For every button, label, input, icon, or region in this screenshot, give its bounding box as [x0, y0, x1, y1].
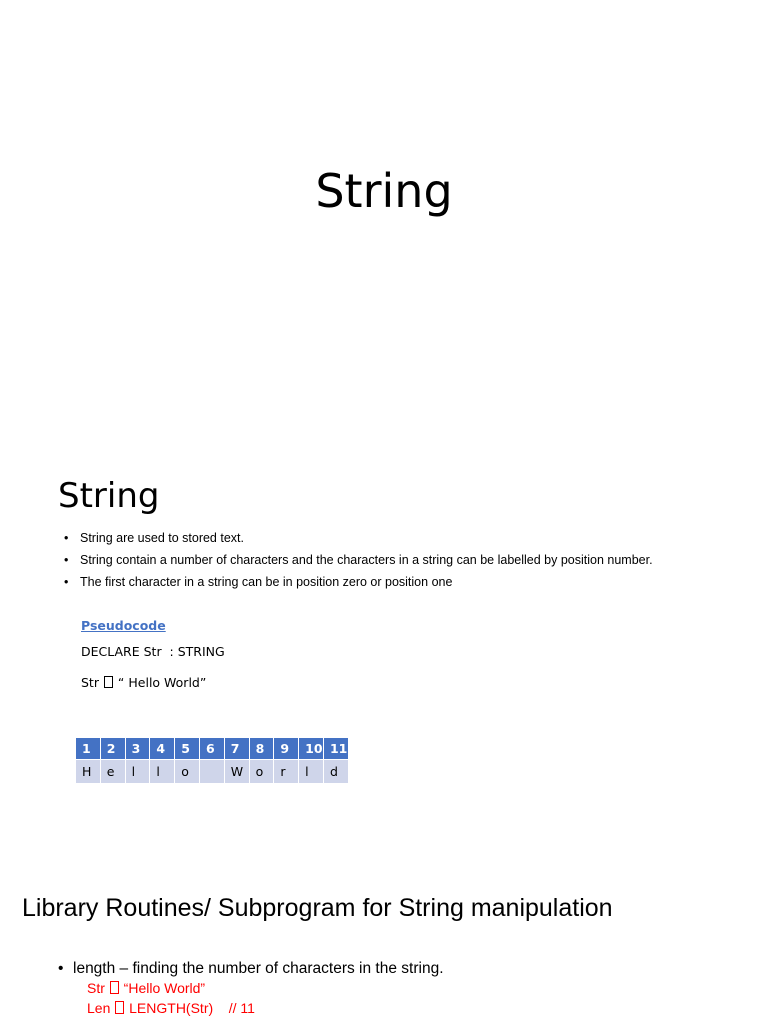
index-cell: 5 — [175, 738, 200, 760]
bullet-dot-icon: • — [58, 960, 64, 977]
char-cell: r — [274, 760, 299, 784]
assignment-arrow-icon — [104, 676, 113, 688]
index-cell: 10 — [299, 738, 324, 760]
bullet-text: String are used to stored text. — [80, 531, 244, 545]
char-cell — [199, 760, 224, 784]
bullet-list — [64, 527, 653, 593]
bullet-item — [64, 571, 653, 593]
bullet-dot-icon: • — [64, 575, 69, 589]
string-definition-slide — [0, 430, 768, 850]
code-line-length — [87, 1000, 255, 1016]
assign-prefix: Str — [81, 675, 103, 690]
slide-title: Library Routines/ Subprogram for String manipulation — [22, 894, 613, 922]
index-cell: 9 — [274, 738, 299, 760]
slide-title: String — [58, 476, 160, 516]
index-cell: 3 — [125, 738, 150, 760]
bullet-item — [64, 549, 653, 571]
declare-line: DECLARE Str : STRING — [81, 644, 225, 659]
slide-title: String — [315, 164, 453, 218]
bullet-item — [64, 527, 653, 549]
bullet-dot-icon: • — [64, 531, 69, 545]
bullet-item — [58, 958, 444, 980]
string-position-table — [75, 737, 349, 784]
code-value: LENGTH(Str) // 11 — [125, 1000, 255, 1016]
char-cell: l — [125, 760, 150, 784]
assign-line — [81, 675, 206, 690]
index-cell: 4 — [150, 738, 175, 760]
index-cell: 6 — [199, 738, 224, 760]
index-cell: 11 — [323, 738, 348, 760]
code-prefix: Str — [87, 980, 109, 996]
bullet-dot-icon: • — [64, 553, 69, 567]
char-cell: o — [175, 760, 200, 784]
assign-value: “ Hello World” — [113, 675, 207, 690]
char-cell: e — [100, 760, 125, 784]
bullet-text: The first character in a string can be in position zero or position one — [80, 575, 453, 589]
char-cell: d — [323, 760, 348, 784]
title-slide — [0, 0, 768, 430]
bullet-text: length – finding the number of characters in the string. — [73, 960, 444, 977]
code-value: “Hello World” — [119, 980, 206, 996]
assignment-arrow-icon — [110, 981, 119, 994]
index-row — [76, 738, 349, 760]
index-cell: 7 — [224, 738, 249, 760]
index-cell: 8 — [249, 738, 274, 760]
code-line-assign — [87, 980, 205, 996]
library-routines-slide — [0, 850, 768, 1024]
char-cell: o — [249, 760, 274, 784]
pseudocode-heading-link[interactable]: Pseudocode — [81, 618, 166, 633]
char-cell: H — [76, 760, 101, 784]
code-prefix: Len — [87, 1000, 115, 1016]
index-cell: 2 — [100, 738, 125, 760]
index-cell: 1 — [76, 738, 101, 760]
assignment-arrow-icon — [115, 1001, 124, 1014]
bullet-text: String contain a number of characters and the characters in a string can be labelled by position number. — [80, 553, 653, 567]
char-cell: W — [224, 760, 249, 784]
character-row — [76, 760, 349, 784]
char-cell: l — [150, 760, 175, 784]
char-cell: l — [299, 760, 324, 784]
